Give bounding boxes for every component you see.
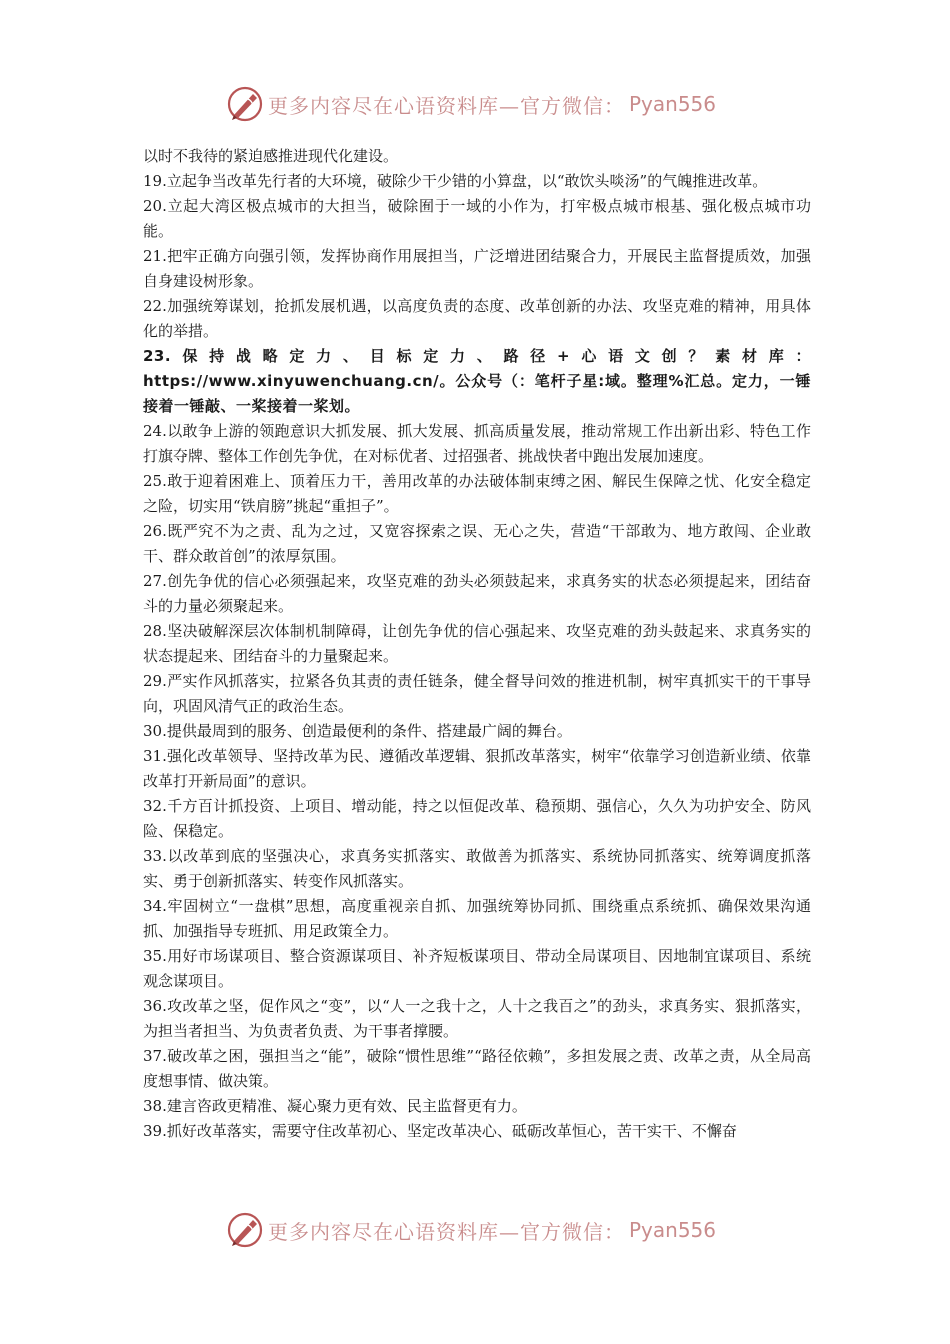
document-body bbox=[143, 144, 811, 1144]
header-banner-text: 更多内容尽在心语资料库—官方微信： bbox=[268, 93, 625, 118]
paragraph-continuation: 以时不我待的紧迫感推进现代化建设。 bbox=[143, 147, 399, 165]
paragraph-19: 19.立起争当改革先行者的大环境，破除少干少错的小算盘，以“敢饮头啖汤”的气魄推进改革。 bbox=[143, 172, 768, 190]
paragraph-36: 36.攻改革之坚，促作风之“变”，以“人一之我十之，人十之我百之”的劲头，求真务实、狠抓落实，为担当者担当、为负责者负责、为干事者撑腰。 bbox=[143, 997, 811, 1040]
paragraph-35: 35.用好市场谋项目、整合资源谋项目、补齐短板谋项目、带动全局谋项目、因地制宜谋项目、系统观念谋项目。 bbox=[143, 947, 811, 990]
paragraph-32: 32.千方百计抓投资、上项目、增动能，持之以恒促改革、稳预期、强信心，久久为功护安全、防风险、保稳定。 bbox=[143, 797, 811, 840]
paragraph-31: 31.强化改革领导、坚持改革为民、遵循改革逻辑、狠抓改革落实，树牢“依靠学习创造新业绩、依靠改革打开新局面”的意识。 bbox=[143, 747, 811, 790]
paragraph-30: 30.提供最周到的服务、创造最便利的条件、搭建最广阔的舞台。 bbox=[143, 722, 572, 740]
paragraph-37: 37.破改革之困，强担当之“能”，破除“惯性思维”“路径依赖”，多担发展之责、改革之责，从全局高度想事情、做决策。 bbox=[143, 1047, 811, 1090]
paragraph-39: 39.抓好改革落实，需要守住改革初心、坚定改革决心、砥砺改革恒心，苦干实干、不懈奋 bbox=[143, 1122, 737, 1140]
paragraph-20: 20.立起大湾区极点城市的大担当，破除囿于一域的小作为，打牢极点城市根基、强化极点城市功能。 bbox=[143, 197, 811, 240]
paragraph-24: 24.以敢争上游的领跑意识大抓发展、抓大发展、抓高质量发展，推动常规工作出新出彩、特色工作打旗夺牌、整体工作创先争优，在对标优者、过招强者、挑战快者中跑出发展加速度。 bbox=[143, 422, 811, 465]
paragraph-25: 25.敢于迎着困难上、顶着压力干，善用改革的办法破体制束缚之困、解民生保障之忧、化安全稳定之险，切实用“铁肩膀”挑起“重担子”。 bbox=[143, 472, 811, 515]
writing-pen-logo-icon bbox=[226, 1211, 264, 1249]
footer-banner-code: Pyan556 bbox=[629, 1218, 717, 1242]
paragraph-34: 34.牢固树立“一盘棋”思想，高度重视亲自抓、加强统筹协同抓、围绕重点系统抓、确保效果沟通抓、加强指导专班抓、用足政策全力。 bbox=[143, 897, 811, 940]
paragraph-26: 26.既严究不为之责、乱为之过，又宽容探索之误、无心之失，营造“干部敢为、地方敢闯、企业敢干、群众敢首创”的浓厚氛围。 bbox=[143, 522, 811, 565]
paragraph-33: 33.以改革到底的坚强决心，求真务实抓落实、敢做善为抓落实、系统协同抓落实、统筹调度抓落实、勇于创新抓落实、转变作风抓落实。 bbox=[143, 847, 811, 890]
footer-banner bbox=[226, 1210, 746, 1250]
writing-pen-logo-icon bbox=[226, 85, 264, 123]
footer-banner-text: 更多内容尽在心语资料库—官方微信： bbox=[268, 1219, 625, 1244]
paragraph-22: 22.加强统筹谋划，抢抓发展机遇，以高度负责的态度、改革创新的办法、攻坚克难的精神，用具体化的举措。 bbox=[143, 297, 811, 340]
paragraph-29: 29.严实作风抓落实，拉紧各负其责的责任链条，健全督导问效的推进机制，树牢真抓实干的干事导向，巩固风清气正的政治生态。 bbox=[143, 672, 811, 715]
header-banner-code: Pyan556 bbox=[629, 92, 717, 116]
paragraph-23: 23.保持战略定力、目标定力、路径+心语文创？素材库：https://www.xinyuwenchuang.cn/。公众号（：笔杆子星:域。整理%汇总。定力，一锤接着一锤敲、一桨接着一桨划。 bbox=[143, 347, 811, 415]
paragraph-27: 27.创先争优的信心必须强起来，攻坚克难的劲头必须鼓起来，求真务实的状态必须提起来，团结奋斗的力量必须聚起来。 bbox=[143, 572, 811, 615]
header-banner bbox=[226, 84, 746, 124]
paragraph-21: 21.把牢正确方向强引领，发挥协商作用展担当，广泛增进团结聚合力，开展民主监督提质效，加强自身建设树形象。 bbox=[143, 247, 811, 290]
paragraph-28: 28.坚决破解深层次体制机制障碍，让创先争优的信心强起来、攻坚克难的劲头鼓起来、求真务实的状态提起来、团结奋斗的力量聚起来。 bbox=[143, 622, 811, 665]
paragraph-38: 38.建言咨政更精准、凝心聚力更有效、民主监督更有力。 bbox=[143, 1097, 527, 1115]
